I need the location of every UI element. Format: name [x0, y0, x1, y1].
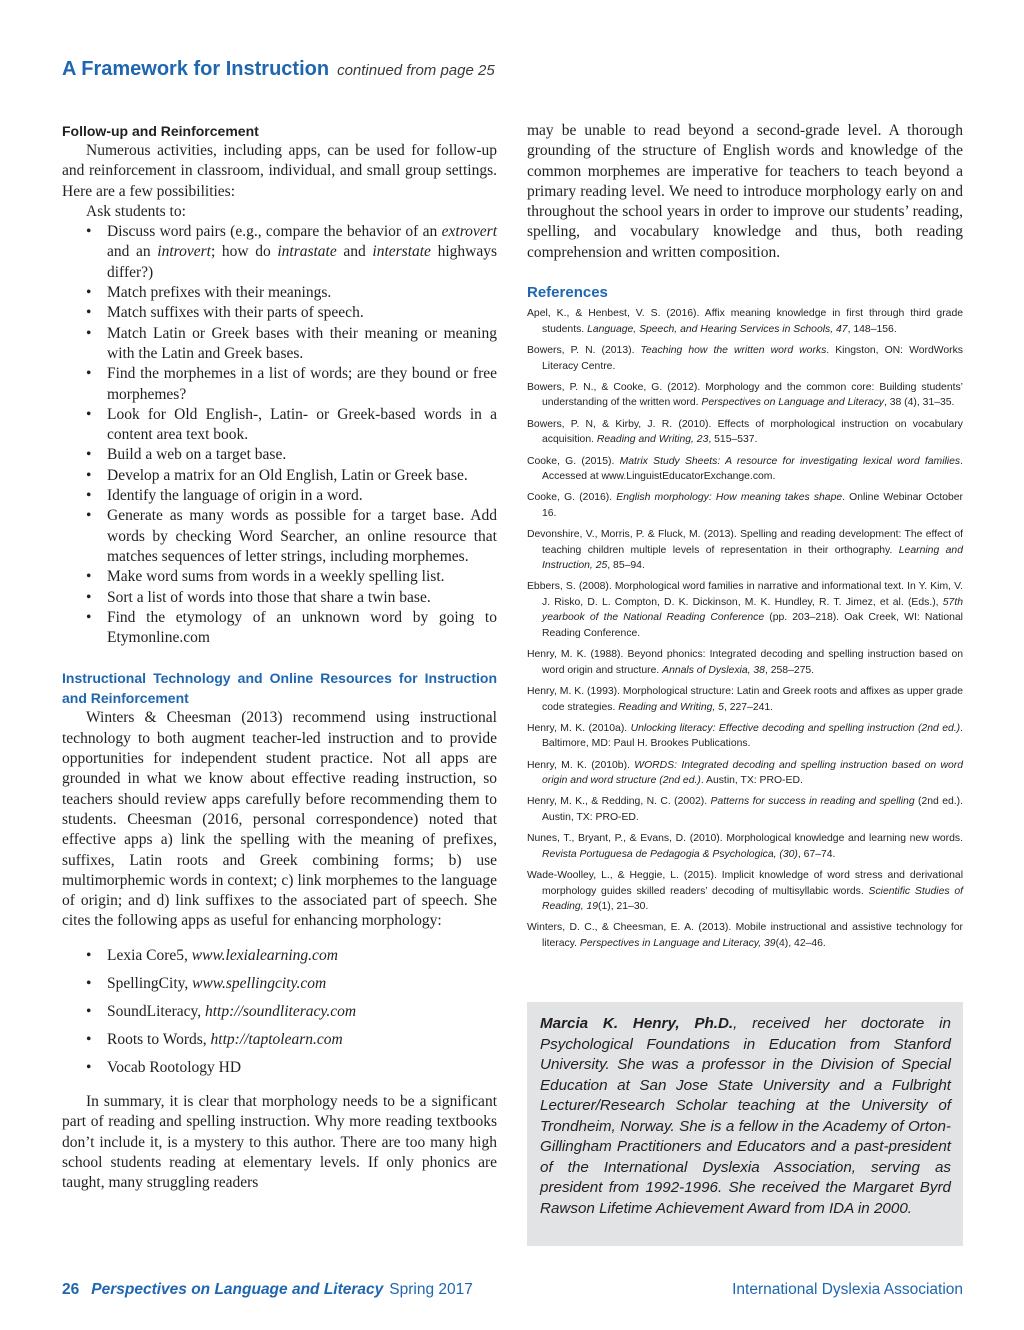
- app-item: • Vocab Rootology HD: [86, 1058, 497, 1078]
- tech-paragraph: Winters & Cheesman (2013) recommend using instructional technology to both augment teacher-led instruction and to provide opportunities for independent student practice. Not all apps are grounded in what we know about effective reading instruction, so teachers should review apps carefully before recommending them to students. Cheesman (2016, personal correspondence) noted that effective apps a) link the spelling with the meaning of prefixes, suffixes, Latin roots and Greek combining forms; b) use multimorphemic words in context; c) link morphemes to the language of origin; and d) link suffixes to the associated part of speech. She cites the following apps as useful for enhancing morphology:: [62, 709, 497, 930]
- page-footer: [62, 1281, 963, 1303]
- reference-item: Wade-Woolley, L., & Heggie, L. (2015). Implicit knowledge of word stress and derivational morphology guides skilled readers’ decoding of multisyllabic words. Scientific Studies of Reading, 19(1), 21–30.: [527, 870, 963, 913]
- references-heading: References: [527, 284, 608, 302]
- list-item: • Find the morphemes in a list of words; are they bound or free morphemes?: [86, 364, 497, 405]
- list-item: • Generate as many words as possible for a target base. Add words by checking Word Searcher, an online resource that matches sequences of letter strings, including morphemes.: [86, 506, 497, 567]
- app-link[interactable]: http://taptolearn.com: [210, 1030, 343, 1048]
- followup-heading: Follow-up and Reinforcement: [62, 123, 259, 139]
- author-bio-text: , received her doctorate in Psychological Foundations in Education from Stanford University. She was a professor in the Division of Special Education at San Jose State University and a Fulbright Lecturer/Research Scholar teaching at the University of Trondheim, Norway. She is a fellow in the Academy of Orton-Gillingham Practitioners and Educators and a past-president of the International Dyslexia Association, serving as president from 1992-1996. She received the Margaret Byrd Rawson Lifetime Achievement Award from IDA in 2000.: [540, 1015, 951, 1217]
- list-item: • Make word sums from words in a weekly spelling list.: [86, 567, 497, 587]
- app-link[interactable]: http://soundliteracy.com: [205, 1002, 357, 1020]
- reference-item: Apel, K., & Henbest, V. S. (2016). Affix meaning knowledge in first through third grade students. Language, Speech, and Hearing Services in Schools, 47, 148–156.: [527, 308, 963, 335]
- journal-title: Perspectives on Language and Literacy: [91, 1281, 384, 1298]
- reference-item: Bowers, P. N, & Kirby, J. R. (2010). Effects of morphological instruction on vocabulary acquisition. Reading and Writing, 23, 515–537.: [527, 418, 963, 446]
- list-item: • Discuss word pairs (e.g., compare the behavior of an extrovert and an introvert; how do intrastate and interstate highways differ?): [86, 222, 497, 283]
- author-name: Marcia K. Henry, Ph.D.: [540, 1015, 734, 1032]
- list-item: • Develop a matrix for an Old English, Latin or Greek base.: [86, 466, 497, 486]
- reference-item: Bowers, P. N. (2013). Teaching how the written word works. Kingston, ON: WordWorks Literacy Centre.: [527, 345, 963, 372]
- reference-item: Henry, M. K. (1988). Beyond phonics: Integrated decoding and spelling instruction based on word origin and structure. Annals of Dyslexia, 38, 258–275.: [527, 649, 963, 676]
- organization-name: International Dyslexia Association: [732, 1281, 963, 1298]
- left-column: [62, 121, 497, 1193]
- tech-heading: Instructional Technology and Online Resources for Instruction and Reinforcement: [62, 670, 497, 707]
- page-number: 26: [62, 1281, 80, 1298]
- continued-paragraph: may be unable to read beyond a second-grade level. A thorough grounding of the structure of English words and knowledge of the common morphemes are imperative for teachers to teach beyond a primary reading level. We need to introduce morphology early on and throughout the school years in order to improve our students’ reading, spelling, and vocabulary knowledge and thus, both reading comprehension and written composition.: [527, 122, 963, 261]
- list-item: • Look for Old English-, Latin- or Greek-based words in a content area text book.: [86, 405, 497, 446]
- reference-item: Henry, M. K. (2010a). Unlocking literacy: Effective decoding and spelling instruction (2nd ed.). Baltimore, MD: Paul H. Brookes Publications.: [527, 722, 963, 750]
- reference-item: Nunes, T., Bryant, P., & Evans, D. (2010). Morphological knowledge and learning new words. Revista Portuguesa de Pedagogia & Psychologica, (30), 67–74.: [527, 833, 963, 860]
- page-header: [62, 58, 495, 81]
- list-item: • Match suffixes with their parts of speech.: [86, 303, 497, 323]
- reference-item: Cooke, G. (2015). Matrix Study Sheets: A resource for investigating lexical word families. Accessed at www.LinguistEducatorExchange.com.: [527, 455, 963, 483]
- list-item: • Identify the language of origin in a word.: [86, 486, 497, 506]
- list-item: • Match Latin or Greek bases with their meaning or meaning with the Latin and Greek bases.: [86, 324, 497, 365]
- list-item: • Build a web on a target base.: [86, 445, 497, 465]
- author-bio: [540, 1014, 951, 1219]
- issue-season: Spring 2017: [389, 1281, 473, 1298]
- apps-list: [62, 946, 497, 1078]
- right-column: [527, 121, 963, 957]
- reference-item: Henry, M. K. (2010b). WORDS: Integrated decoding and spelling instruction based on word origin and word structure (2nd ed.). Austin, TX: PRO-ED.: [527, 759, 963, 787]
- activity-list: [62, 222, 497, 648]
- reference-item: Cooke, G. (2016). English morphology: How meaning takes shape. Online Webinar October 16.: [527, 492, 964, 519]
- reference-item: Ebbers, S. (2008). Morphological word families in narrative and informational text. In Y. Kim, V. J. Risko, D. L. Compton, D. K. Dickinson, M. K. Hundley, R. T. Jimez, et al. (Eds.), 57th yearbook of the National Reading Conference (pp. 203–218). Oak Creek, WI: National Reading Conference.: [527, 581, 963, 639]
- reference-item: Devonshire, V., Morris, P. & Fluck, M. (2013). Spelling and reading development: The effect of teaching children multiple levels of representation in their orthography. Learning and Instruction, 25, 85–94.: [527, 529, 963, 572]
- app-item: • SoundLiteracy, http://soundliteracy.com: [86, 1002, 497, 1022]
- app-link[interactable]: www.lexialearning.com: [191, 946, 338, 964]
- list-item: • Sort a list of words into those that share a twin base.: [86, 588, 497, 608]
- app-link[interactable]: www.spellingcity.com: [192, 974, 327, 992]
- summary-paragraph: In summary, it is clear that morphology needs to be a significant part of reading and spelling instruction. Why more reading textbooks don’t include it, is a mystery to this author. There are too many high school students reading at elementary levels. If only phonics are taught, many struggling readers: [62, 1092, 497, 1192]
- author-bio-box: [527, 1002, 963, 1246]
- section-title: A Framework for Instruction: [62, 58, 330, 80]
- ask-students-label: Ask students to:: [86, 202, 186, 220]
- reference-item: Henry, M. K. (1993). Morphological structure: Latin and Greek roots and affixes as upper grade code strategies. Reading and Writing, 5, 227–241.: [527, 686, 963, 713]
- list-item: • Find the etymology of an unknown word by going to Etymonline.com: [86, 608, 497, 649]
- reference-item: Winters, D. C., & Cheesman, E. A. (2013). Mobile instructional and assistive technology for literacy. Perspectives in Language and Literacy, 39(4), 42–46.: [527, 922, 963, 949]
- list-item: • Match prefixes with their meanings.: [86, 283, 497, 303]
- reference-item: Bowers, P. N., & Cooke, G. (2012). Morphology and the common core: Building students’ understanding of the written word. Perspectives on Language and Literacy, 38 (4), 31–35.: [527, 381, 963, 409]
- app-item: • SpellingCity, www.spellingcity.com: [86, 974, 497, 994]
- reference-item: Henry, M. K., & Redding, N. C. (2002). Patterns for success in reading and spelling (2nd ed.). Austin, TX: PRO-ED.: [527, 796, 963, 823]
- continued-note: continued from page 25: [337, 62, 495, 79]
- app-item: • Roots to Words, http://taptolearn.com: [86, 1030, 497, 1050]
- followup-paragraph: Numerous activities, including apps, can be used for follow-up and reinforcement in classroom, individual, and small group settings. Here are a few possibilities:: [62, 142, 497, 200]
- references-list: [527, 306, 963, 951]
- app-item: • Lexia Core5, www.lexialearning.com: [86, 946, 497, 966]
